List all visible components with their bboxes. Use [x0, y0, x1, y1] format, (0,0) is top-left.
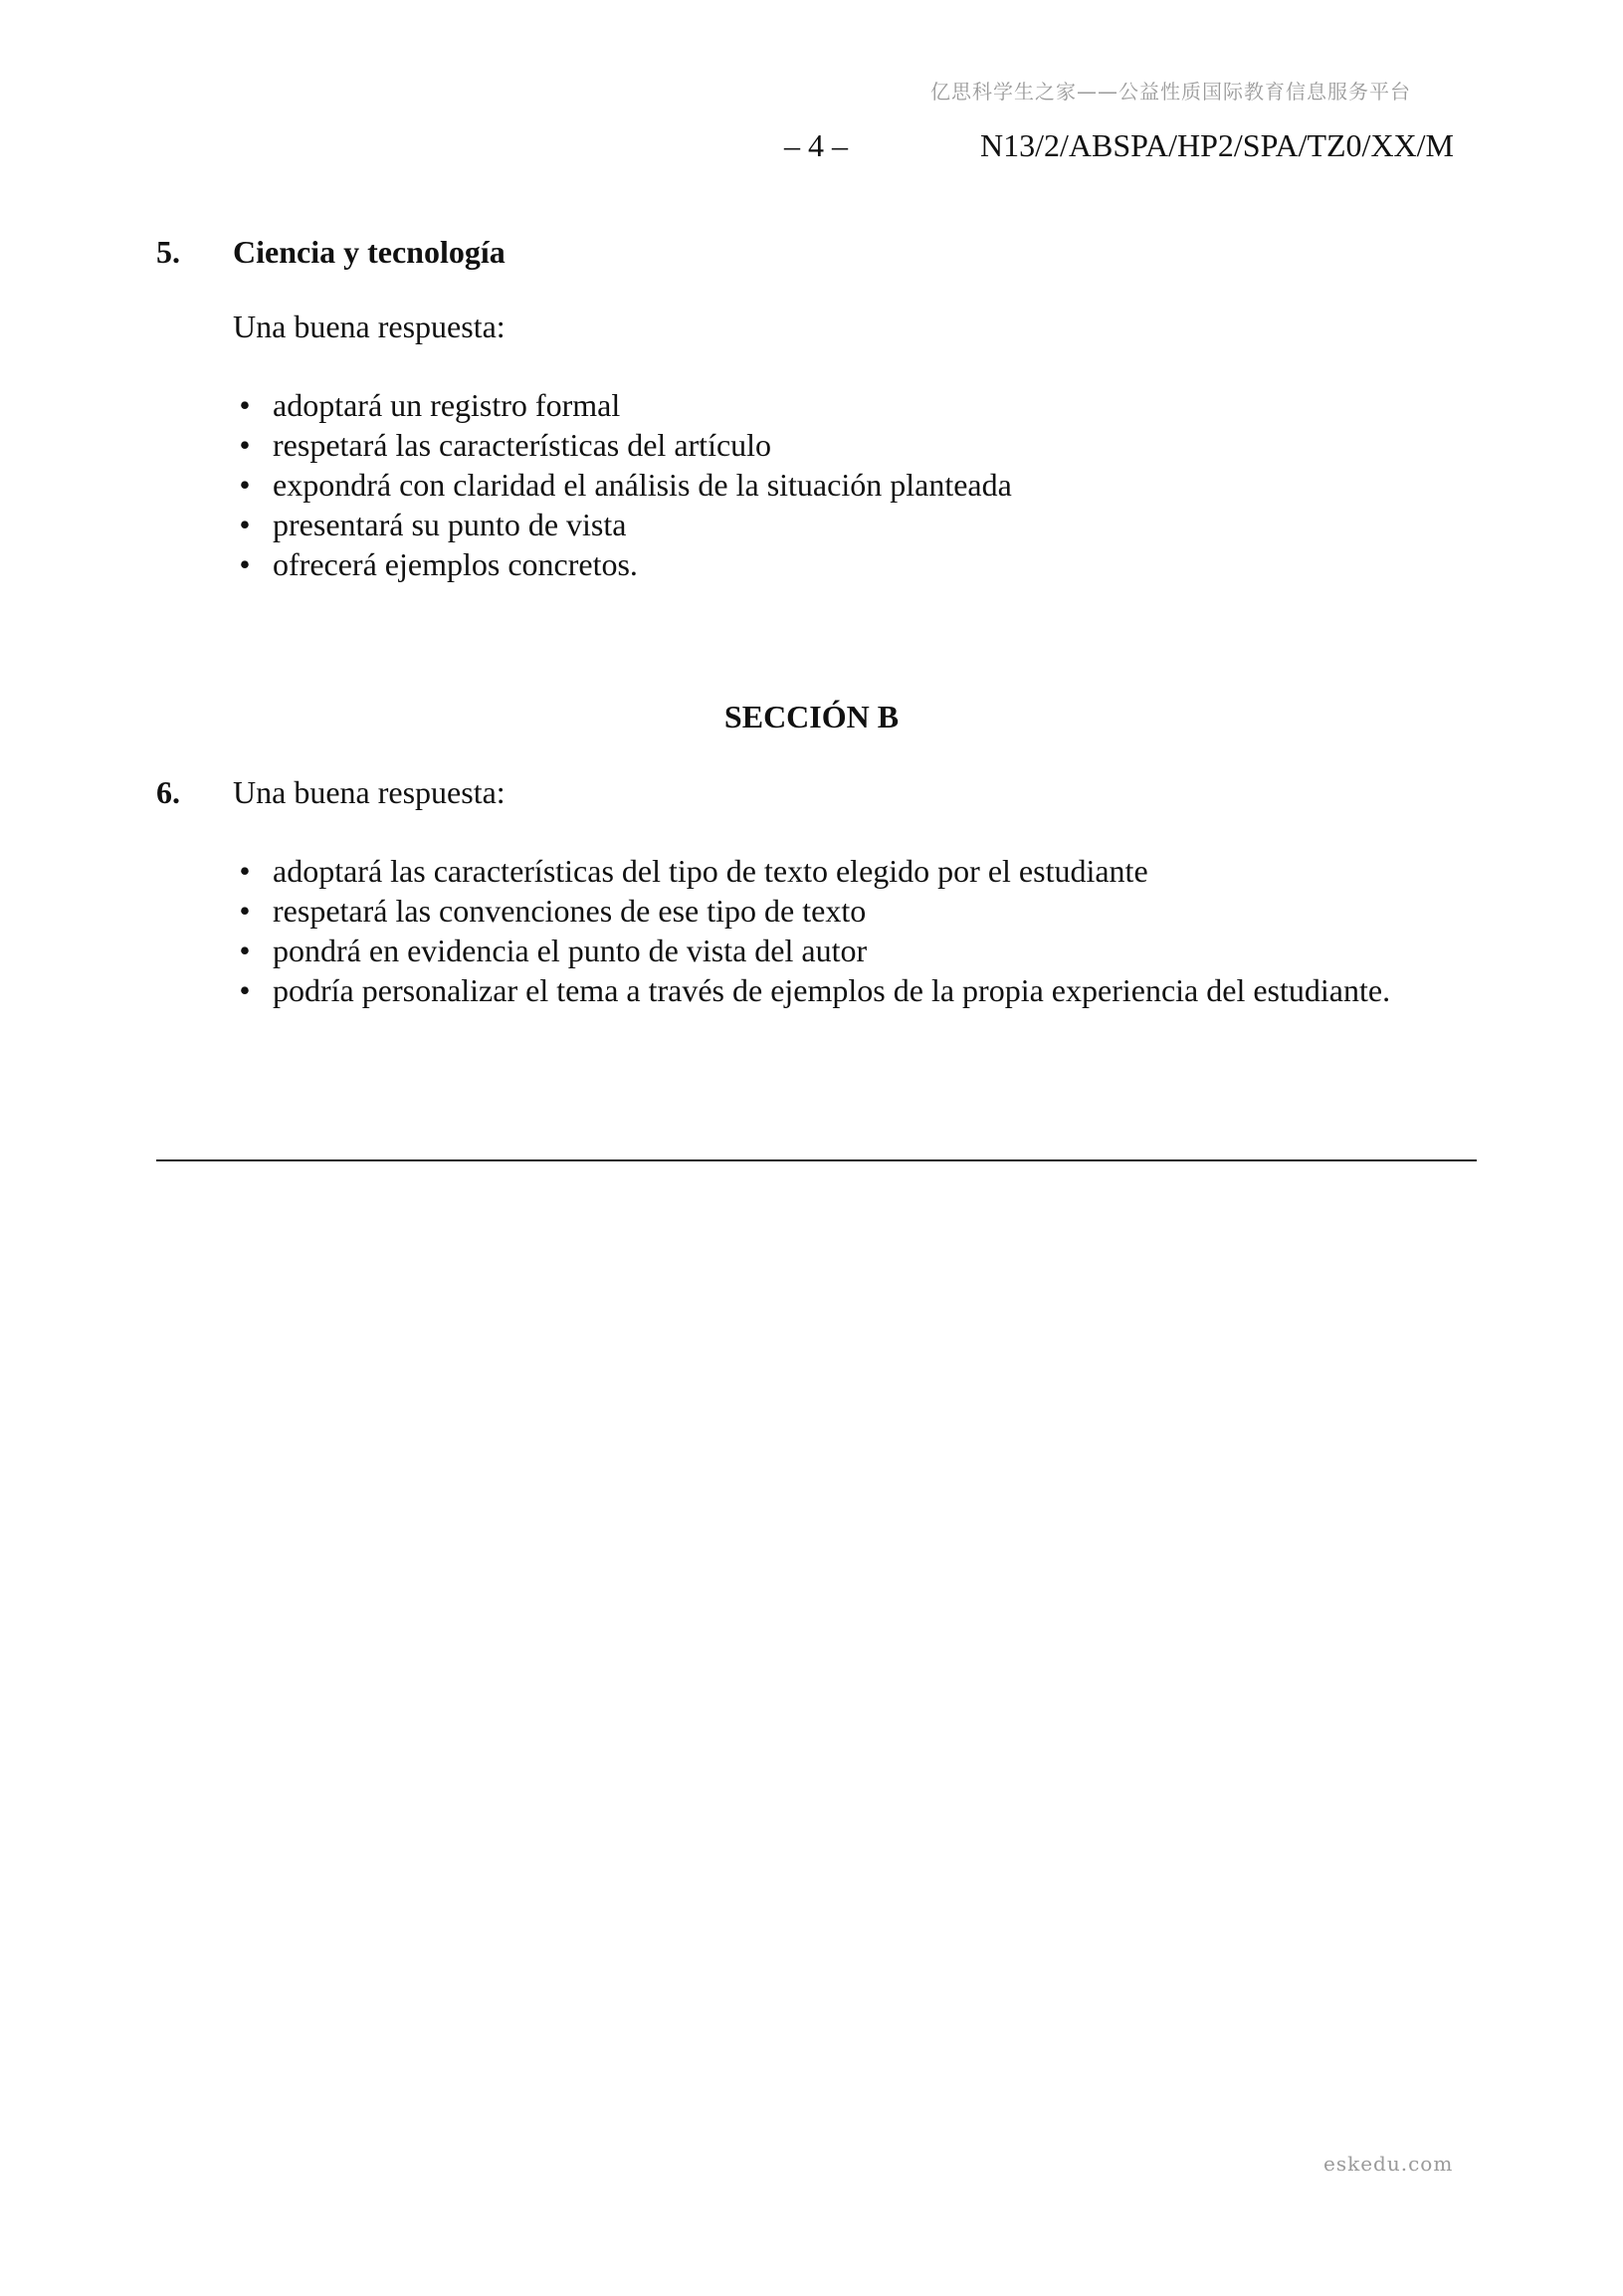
- document-code: N13/2/ABSPA/HP2/SPA/TZ0/XX/M: [980, 127, 1454, 163]
- bullet-icon: •: [239, 972, 251, 1008]
- question-5-number: 5.: [156, 234, 180, 270]
- page-number: – 4 –: [784, 127, 848, 163]
- question-5-title: Ciencia y tecnología: [233, 234, 506, 270]
- question-5-intro: Una buena respuesta:: [233, 309, 506, 344]
- list-item: • pondrá en evidencia el punto de vista del autor: [233, 931, 1390, 970]
- question-6-number: 6.: [156, 774, 180, 810]
- bullet-icon: •: [239, 507, 251, 542]
- list-item: • respetará las convenciones de ese tipo de texto: [233, 891, 1390, 931]
- header-watermark: 亿思科学生之家——公益性质国际教育信息服务平台: [930, 80, 1411, 104]
- list-item: • adoptará un registro formal: [233, 385, 1012, 425]
- bullet-icon: •: [239, 427, 251, 463]
- section-heading: SECCIÓN B: [723, 699, 900, 734]
- question-6-intro: Una buena respuesta:: [233, 774, 506, 810]
- list-item: • ofrecerá ejemplos concretos.: [233, 544, 1012, 584]
- bullet-icon: •: [239, 853, 251, 889]
- list-item: • respetará las características del artículo: [233, 425, 1012, 465]
- bullet-icon: •: [239, 933, 251, 968]
- list-item: • presentará su punto de vista: [233, 505, 1012, 544]
- bullet-icon: •: [239, 893, 251, 929]
- question-6-bullet-list: [233, 851, 1390, 1010]
- list-item: • adoptará las características del tipo de texto elegido por el estudiante: [233, 851, 1390, 891]
- list-item: • podría personalizar el tema a través de ejemplos de la propia experiencia del estudiante.: [233, 970, 1390, 1010]
- footer-watermark: eskedu.com: [1323, 2152, 1454, 2176]
- horizontal-rule: [156, 1159, 1477, 1161]
- question-5-bullet-list: [233, 385, 1012, 584]
- bullet-icon: •: [239, 467, 251, 503]
- list-item: • expondrá con claridad el análisis de la situación planteada: [233, 465, 1012, 505]
- bullet-icon: •: [239, 546, 251, 582]
- bullet-icon: •: [239, 387, 251, 423]
